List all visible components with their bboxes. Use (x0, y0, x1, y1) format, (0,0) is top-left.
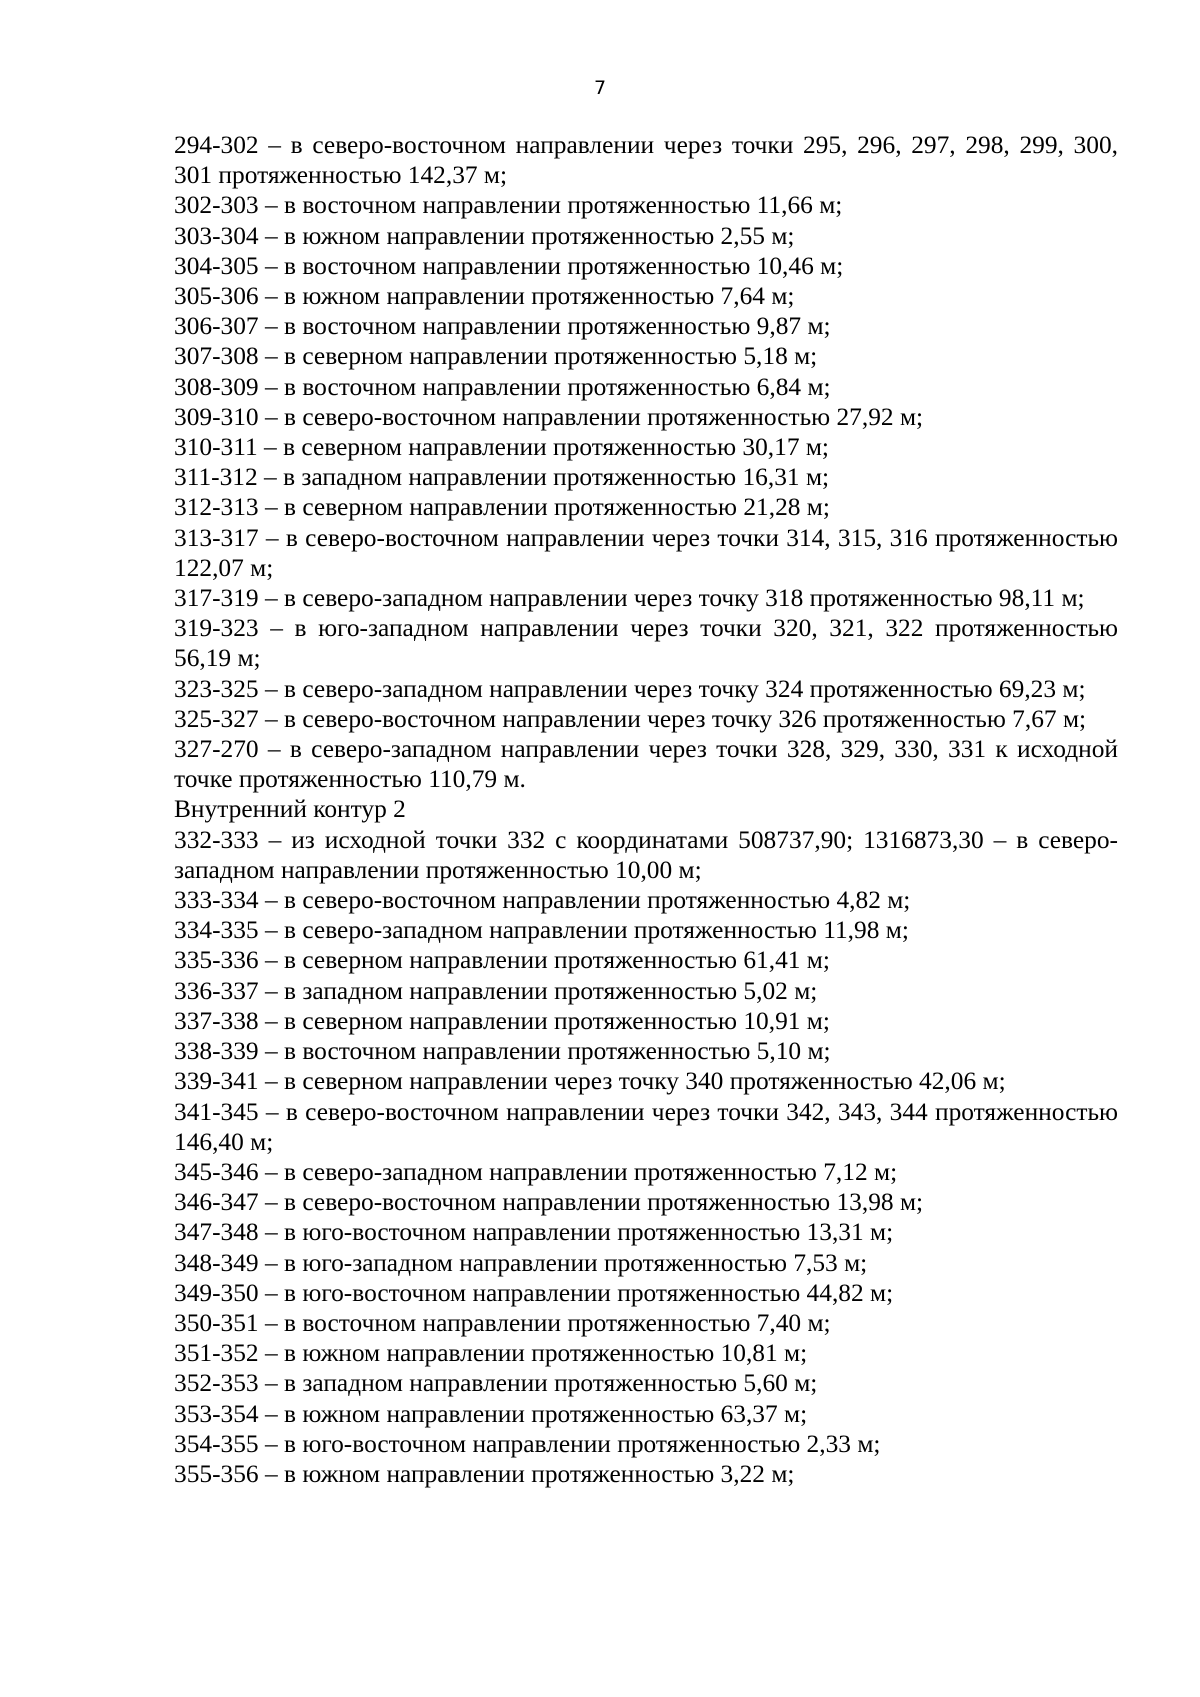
paragraph: 345-346 – в северо-западном направлении протяженностью 7,12 м; (174, 1157, 898, 1186)
paragraph: 305-306 – в южном направлении протяженностью 7,64 м; (174, 282, 795, 311)
paragraph: 332-333 – из исходной точки 332 с координатами 508737,90; 1316873,30 – в северо-западном направлении протяженностью 10,00 м; (174, 825, 1118, 884)
paragraph: 308-309 – в восточном направлении протяженностью 6,84 м; (174, 372, 831, 401)
paragraph: 337-338 – в северном направлении протяженностью 10,91 м; (174, 1006, 830, 1035)
paragraph: 325-327 – в северо-восточном направлении через точку 326 протяженностью 7,67 м; (174, 704, 1087, 733)
paragraph: 312-313 – в северном направлении протяженностью 21,28 м; (174, 493, 830, 522)
paragraph: Внутренний контур 2 (174, 795, 406, 824)
paragraph: 338-339 – в восточном направлении протяженностью 5,10 м; (174, 1037, 831, 1066)
paragraph: 341-345 – в северо-восточном направлении через точки 342, 343, 344 протяженностью 146,40 м; (174, 1097, 1118, 1156)
paragraph: 353-354 – в южном направлении протяженностью 63,37 м; (174, 1399, 808, 1428)
paragraph: 327-270 – в северо-западном направлении через точки 328, 329, 330, 331 к исходной точке протяженностью 110,79 м. (174, 735, 1118, 794)
paragraph: 319-323 – в юго-западном направлении через точки 320, 321, 322 протяженностью 56,19 м; (174, 614, 1118, 673)
paragraph: 309-310 – в северо-восточном направлении протяженностью 27,92 м; (174, 402, 924, 431)
document-body (174, 130, 1118, 1489)
paragraph: 334-335 – в северо-западном направлении протяженностью 11,98 м; (174, 916, 909, 945)
paragraph: 339-341 – в северном направлении через точку 340 протяженностью 42,06 м; (174, 1067, 1006, 1096)
paragraph: 310-311 – в северном направлении протяженностью 30,17 м; (174, 433, 829, 462)
paragraph: 354-355 – в юго-восточном направлении протяженностью 2,33 м; (174, 1429, 881, 1458)
paragraph: 294-302 – в северо-восточном направлении через точки 295, 296, 297, 298, 299, 300, 301 протяженностью 142,37 м; (174, 131, 1118, 190)
paragraph: 333-334 – в северо-восточном направлении протяженностью 4,82 м; (174, 886, 911, 915)
paragraph: 303-304 – в южном направлении протяженностью 2,55 м; (174, 221, 795, 250)
paragraph: 307-308 – в северном направлении протяженностью 5,18 м; (174, 342, 818, 371)
paragraph: 346-347 – в северо-восточном направлении протяженностью 13,98 м; (174, 1188, 924, 1217)
paragraph: 336-337 – в западном направлении протяженностью 5,02 м; (174, 976, 818, 1005)
paragraph: 349-350 – в юго-восточном направлении протяженностью 44,82 м; (174, 1278, 894, 1307)
paragraph: 348-349 – в юго-западном направлении протяженностью 7,53 м; (174, 1248, 868, 1277)
paragraph: 304-305 – в восточном направлении протяженностью 10,46 м; (174, 251, 844, 280)
paragraph: 306-307 – в восточном направлении протяженностью 9,87 м; (174, 312, 831, 341)
paragraph: 302-303 – в восточном направлении протяженностью 11,66 м; (174, 191, 843, 220)
paragraph: 355-356 – в южном направлении протяженностью 3,22 м; (174, 1459, 795, 1488)
paragraph: 351-352 – в южном направлении протяженностью 10,81 м; (174, 1339, 808, 1368)
paragraph: 350-351 – в восточном направлении протяженностью 7,40 м; (174, 1308, 831, 1337)
paragraph: 323-325 – в северо-западном направлении через точку 324 протяженностью 69,23 м; (174, 674, 1086, 703)
paragraph: 313-317 – в северо-восточном направлении через точки 314, 315, 316 протяженностью 122,07 м; (174, 523, 1118, 582)
page-number: 7 (593, 77, 607, 99)
paragraph: 311-312 – в западном направлении протяженностью 16,31 м; (174, 463, 830, 492)
paragraph: 352-353 – в западном направлении протяженностью 5,60 м; (174, 1369, 818, 1398)
paragraph: 347-348 – в юго-восточном направлении протяженностью 13,31 м; (174, 1218, 894, 1247)
paragraph: 317-319 – в северо-западном направлении через точку 318 протяженностью 98,11 м; (174, 584, 1085, 613)
paragraph: 335-336 – в северном направлении протяженностью 61,41 м; (174, 946, 830, 975)
